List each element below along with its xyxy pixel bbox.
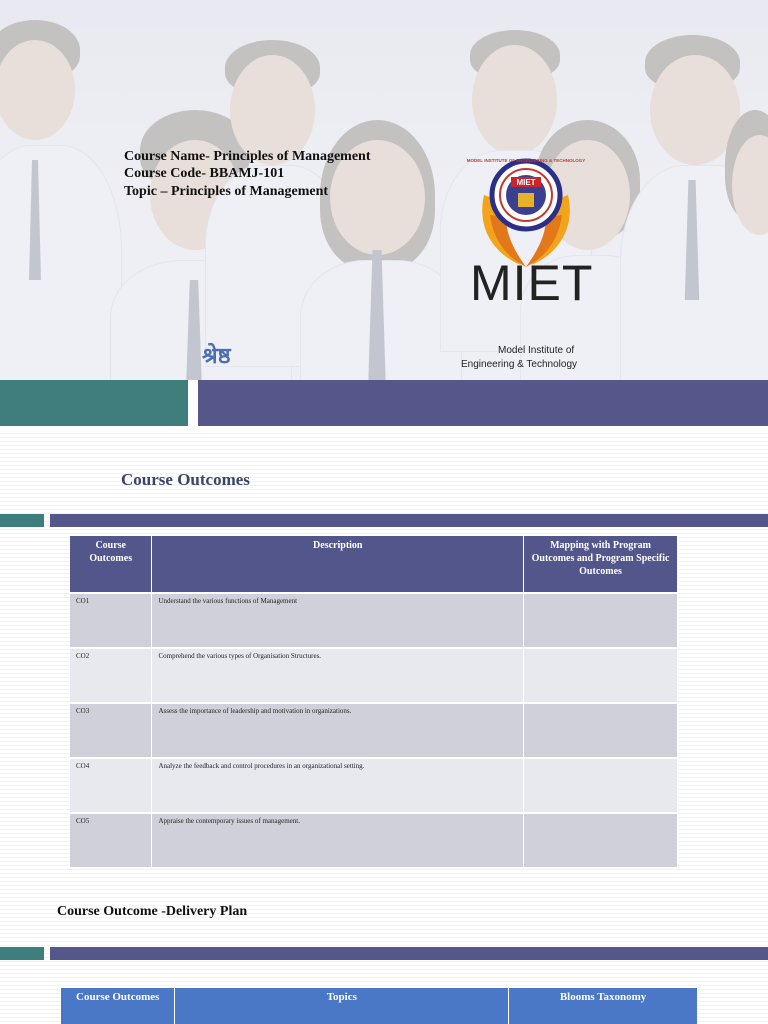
header-description: Description: [152, 536, 524, 593]
title-slide: [0, 0, 768, 380]
course-outcomes-heading: Course Outcomes: [121, 470, 250, 489]
co-description: Comprehend the various types of Organisation Structures.: [152, 648, 524, 703]
header-course-outcomes: Course Outcomes: [61, 988, 175, 1024]
header-course-outcomes: Course Outcomes: [70, 536, 152, 593]
divider-purple: [50, 947, 768, 960]
co-mapping: [524, 758, 678, 813]
co-mapping: [524, 703, 678, 758]
co-id: CO3: [70, 703, 152, 758]
delivery-plan-table: [61, 988, 698, 1024]
co-mapping: [524, 648, 678, 703]
course-name: Course Name- Principles of Management: [124, 149, 371, 164]
header-mapping: Mapping with Program Outcomes and Program Specific Outcomes: [524, 536, 678, 593]
delivery-plan-heading: Course Outcome -Delivery Plan: [57, 904, 248, 919]
accent-band-teal: [0, 380, 188, 426]
logo-badge-text: MIET: [516, 178, 536, 187]
course-outcomes-table: [70, 536, 678, 867]
divider-teal: [0, 947, 44, 960]
accent-band-purple: [198, 380, 768, 426]
co-mapping: [524, 813, 678, 867]
table-row: [70, 758, 678, 813]
co-id: CO1: [70, 593, 152, 648]
table-row: [70, 703, 678, 758]
co-id: CO2: [70, 648, 152, 703]
co-mapping: [524, 593, 678, 648]
miet-subtitle-line1: Model Institute of: [498, 345, 575, 356]
divider-purple: [50, 514, 768, 527]
header-topics: Topics: [175, 988, 509, 1024]
co-description: Understand the various functions of Management: [152, 593, 524, 648]
co-id: CO5: [70, 813, 152, 867]
co-id: CO4: [70, 758, 152, 813]
divider-teal: [0, 514, 44, 527]
course-code: Course Code- BBAMJ-101: [124, 166, 285, 181]
co-description: Analyze the feedback and control procedures in an organizational setting.: [152, 758, 524, 813]
co-description: Assess the importance of leadership and motivation in organizations.: [152, 703, 524, 758]
co-description: Appraise the contemporary issues of management.: [152, 813, 524, 867]
miet-subtitle-line2: Engineering & Technology: [461, 359, 578, 370]
tagline-logo: श्रेष्ठ: [202, 343, 231, 368]
logo-ring-text: MODEL INSTITUTE OF ENGINEERING & TECHNOLOGY: [466, 158, 586, 163]
table-row: [70, 648, 678, 703]
miet-wordmark: MIET: [470, 255, 594, 311]
header-blooms-taxonomy: Blooms Taxonomy: [509, 988, 698, 1024]
table-row: [70, 813, 678, 867]
table-row: [70, 593, 678, 648]
topic: Topic – Principles of Management: [124, 184, 329, 199]
